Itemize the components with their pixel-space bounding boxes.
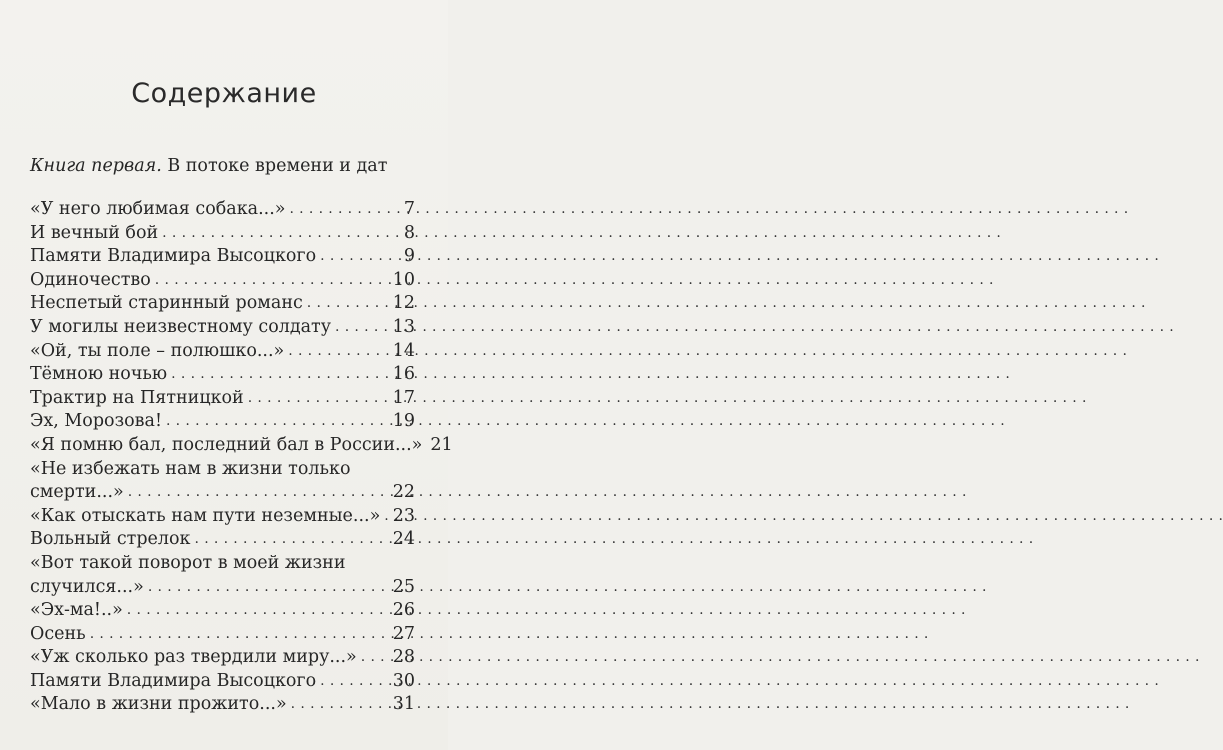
toc-entry-page: 25 <box>392 576 415 597</box>
toc-entry-page: 23 <box>392 505 415 526</box>
toc-entry-title: Памяти Владимира Высоцкого <box>30 246 317 267</box>
toc-entry-page: 8 <box>403 222 415 243</box>
toc-entry-page: 24 <box>392 529 415 550</box>
table-of-contents <box>30 198 453 717</box>
dot-leader <box>320 245 397 269</box>
toc-entry-page: 13 <box>392 316 415 337</box>
toc-entry-title: И вечный бой <box>30 222 159 243</box>
toc-entry <box>30 528 415 552</box>
toc-entry-title: Вольный стрелок <box>30 529 191 550</box>
toc-entry-page: 17 <box>392 387 415 408</box>
dot-leader <box>171 363 389 387</box>
toc-entry-page: 27 <box>392 623 415 644</box>
toc-entry <box>30 505 415 529</box>
dot-leader <box>162 222 397 246</box>
toc-entry-title: «Ой, ты поле – полюшко...» <box>30 340 285 361</box>
toc-entry <box>30 576 415 600</box>
toc-entry-page: 26 <box>392 600 415 621</box>
toc-entry <box>30 340 415 364</box>
toc-entry-page: 30 <box>392 670 415 691</box>
toc-entry-line1 <box>30 552 415 576</box>
book-label: Книга первая. <box>30 156 162 176</box>
dot-leader <box>128 481 389 505</box>
toc-entry-title: «У него любимая собака...» <box>30 199 286 219</box>
dot-leader <box>288 340 388 364</box>
toc-entry-title: «Эх-ма!..» <box>30 600 123 621</box>
toc-entry-page: 31 <box>392 694 415 715</box>
toc-entry <box>30 198 415 222</box>
toc-entry <box>30 646 415 670</box>
page-title: Содержание <box>131 78 317 109</box>
toc-entry-page: 22 <box>392 482 415 503</box>
toc-entry-page: 21 <box>430 434 453 455</box>
toc-entry <box>30 363 415 387</box>
toc-entry-page: 10 <box>392 269 415 290</box>
toc-entry-title: «Как отыскать нам пути неземные...» <box>30 505 381 526</box>
dot-leader <box>148 576 389 600</box>
toc-entry <box>30 434 453 458</box>
toc-entry-title: Тёмною ночью <box>30 364 168 385</box>
toc-entry-line1 <box>30 458 415 482</box>
book-subtitle: В потоке времени и дат <box>161 156 388 176</box>
toc-entry-page: 28 <box>392 647 415 668</box>
dot-leader <box>291 693 389 717</box>
toc-entry-title: «Уж сколько раз твердили миру...» <box>30 647 357 668</box>
toc-entry-page: 16 <box>392 364 415 385</box>
dot-leader <box>289 198 397 222</box>
toc-entry-title: Неспетый старинный романс <box>30 293 303 314</box>
toc-entry-title-line1: «Не избежать нам в жизни только <box>30 458 351 479</box>
toc-entry <box>30 481 415 505</box>
toc-entry <box>30 623 415 647</box>
toc-entry-page: 19 <box>392 411 415 432</box>
toc-entry-title: Осень <box>30 623 86 644</box>
book-page <box>0 0 453 750</box>
toc-entry <box>30 222 415 246</box>
dot-leader <box>335 316 389 340</box>
toc-entry <box>30 599 415 623</box>
dot-leader <box>384 505 388 529</box>
toc-entry <box>30 269 415 293</box>
toc-entry <box>30 245 415 269</box>
toc-entry-title: случился...» <box>30 576 144 597</box>
toc-entry-title: У могилы неизвестному солдату <box>30 316 332 337</box>
toc-entry-title: «Мало в жизни прожито...» <box>30 694 287 715</box>
toc-entry-page: 9 <box>403 246 415 267</box>
toc-entry <box>30 670 415 694</box>
toc-entry-title: Трактир на Пятницкой <box>30 387 244 408</box>
dot-leader <box>166 410 389 434</box>
toc-entry-title: смерти...» <box>30 482 124 503</box>
toc-entry-page: 12 <box>392 293 415 314</box>
toc-entry <box>30 410 415 434</box>
toc-entry-title: Эх, Морозова! <box>30 411 162 432</box>
dot-leader <box>195 528 389 552</box>
toc-entry-page: 7 <box>403 199 415 219</box>
dot-leader <box>90 623 389 647</box>
dot-leader <box>127 599 389 623</box>
dot-leader <box>307 292 389 316</box>
toc-entry-page: 14 <box>392 340 415 361</box>
toc-entry <box>30 387 415 411</box>
toc-entry <box>30 316 415 340</box>
dot-leader <box>320 670 389 694</box>
dot-leader <box>155 269 389 293</box>
dot-leader <box>361 646 389 670</box>
book-section-heading <box>30 156 387 176</box>
toc-entry-title: «Я помню бал, последний бал в России...» <box>30 434 423 455</box>
toc-entry-title: Одиночество <box>30 269 151 290</box>
dot-leader <box>248 387 389 411</box>
toc-entry <box>30 292 415 316</box>
toc-entry-title-line1: «Вот такой поворот в моей жизни <box>30 552 346 573</box>
toc-entry-title: Памяти Владимира Высоцкого <box>30 670 317 691</box>
toc-entry <box>30 693 415 717</box>
